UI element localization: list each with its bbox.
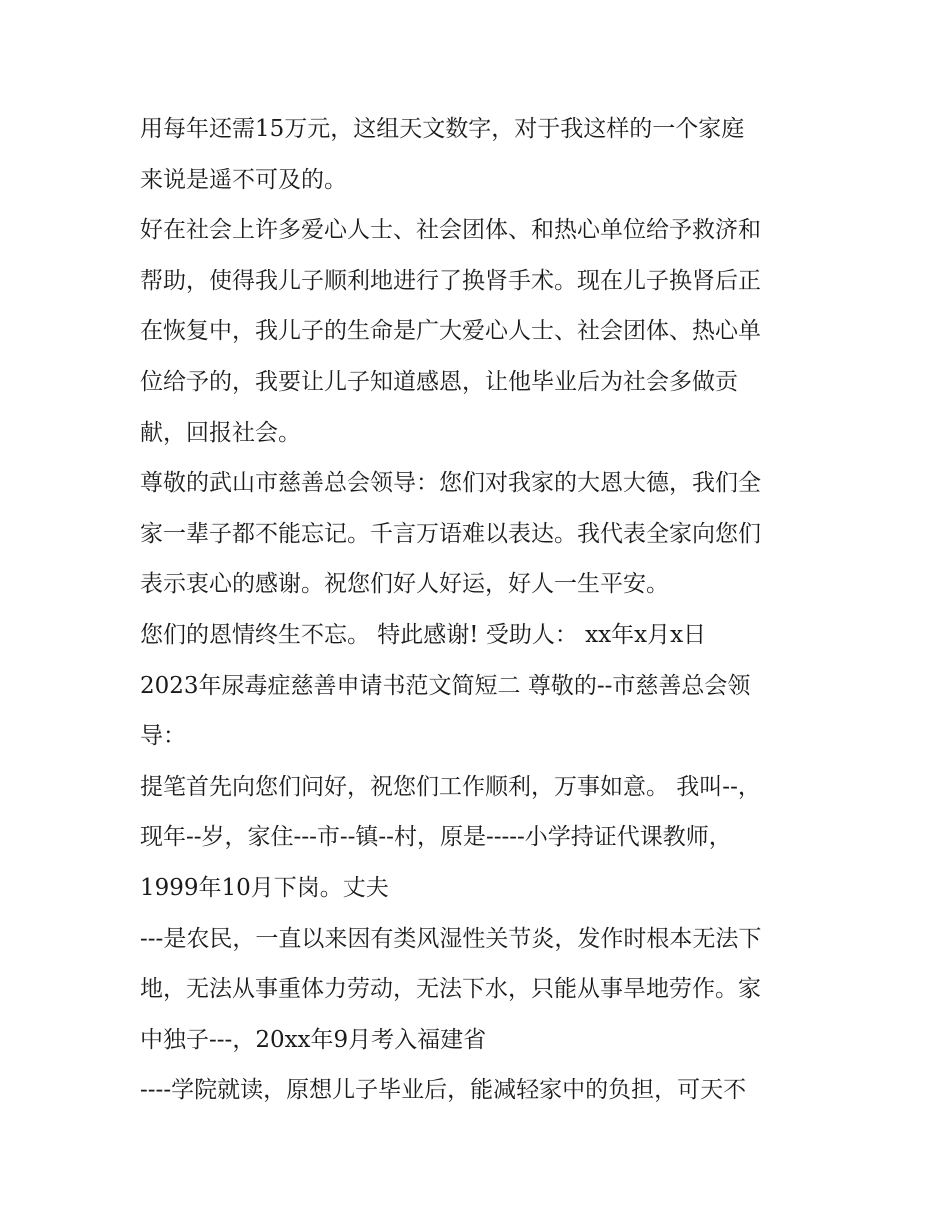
- text-line: 导：: [140, 723, 186, 750]
- text-line: ----学院就读，原想儿子毕业后，能减轻家中的负担，可天不: [140, 1077, 747, 1104]
- text-line: 家一辈子都不能忘记。千言万语难以表达。我代表全家向您们: [140, 520, 761, 547]
- document-body: [140, 104, 820, 1116]
- text-line: 地，无法从事重体力劳动，无法下水，只能从事旱地劳作。家: [140, 976, 761, 1003]
- text-line: 来说是遥不可及的。: [140, 166, 347, 193]
- text-line: 献，回报社会。: [140, 419, 301, 446]
- text-line: 您们的恩情终生不忘。 特此感谢! 受助人： xx年x月x日: [140, 621, 707, 648]
- text-line: 帮助，使得我儿子顺利地进行了换肾手术。现在儿子换肾后正: [140, 267, 761, 294]
- text-line: 好在社会上许多爱心人士、社会团体、和热心单位给予救济和: [140, 217, 761, 244]
- text-line: 中独子---，20xx年9月考入福建省: [140, 1026, 487, 1053]
- text-line: ---是农民，一直以来因有类风湿性关节炎，发作时根本无法下: [140, 925, 762, 952]
- text-line: 用每年还需15万元，这组天文数字，对于我这样的一个家庭: [140, 116, 745, 142]
- text-line: 提笔首先向您们问好，祝您们工作顺利，万事如意。 我叫--，: [140, 773, 761, 800]
- text-line: 现年--岁，家住---市--镇--村，原是-----小学持证代课教师，: [140, 824, 732, 851]
- text-line: 表示衷心的感谢。祝您们好人好运，好人一生平安。: [140, 571, 669, 598]
- text-line: 2023年尿毒症慈善申请书范文简短二 尊敬的--市慈善总会领: [140, 672, 751, 699]
- text-line: 在恢复中，我儿子的生命是广大爱心人士、社会团体、热心单: [140, 318, 761, 345]
- text-line: 1999年10月下岗。丈夫: [140, 874, 389, 901]
- text-line: 位给予的，我要让儿子知道感恩，让他毕业后为社会多做贡: [140, 368, 738, 395]
- text-line: 尊敬的武山市慈善总会领导：您们对我家的大恩大德，我们全: [140, 470, 761, 497]
